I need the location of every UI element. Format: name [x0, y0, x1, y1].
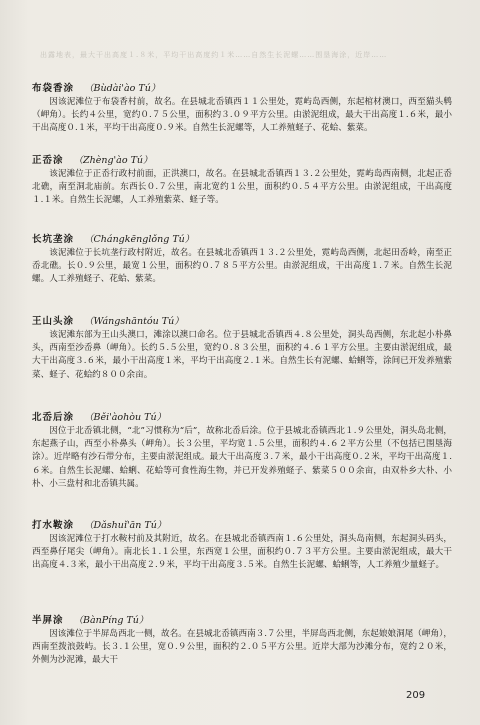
- entry-budaixiang-tu: [32, 82, 452, 136]
- entry-pinyin: （Dǎshuǐ'ān Tú）: [84, 520, 167, 531]
- entry-body: [32, 96, 452, 136]
- entry-wangshantou-tu: [32, 315, 452, 382]
- entry-text: 因该泥滩位于打水鞍村前及其附近，故名。在县城北岙镇西南１.６公里处，洞头岛南侧，东起洞头码头，西至鼻仔尾尖（岬角）。南北长１.１公里，东西宽１公里，面积约０.７３平方公里。主要由淤泥组成，最大干出高度４.３米，最小干出高度２.９米，平均干出高度３.５米。自然生长泥螺、蛤蜊等，人工养殖少量蛏子。: [32, 534, 452, 571]
- entry-heading: [32, 519, 452, 533]
- page-number: 209: [406, 690, 426, 701]
- entry-title: 北岙后涂: [32, 412, 75, 423]
- entry-pinyin: （Chángkēnglǒng Tú）: [84, 234, 195, 245]
- entry-heading: [32, 82, 452, 96]
- entry-title: 布袋香涂: [32, 83, 75, 94]
- entry-title: 打水鞍涂: [32, 520, 75, 531]
- entry-dashuian-tu: [32, 519, 452, 573]
- entry-pinyin: （Zhèng'ào Tú）: [73, 155, 153, 166]
- entry-title: 半屏涂: [32, 615, 64, 626]
- entry-title: 长坑垄涂: [32, 234, 75, 245]
- entry-text: 该泥滩东部为王山头澳口，滩涂以澳口命名。位于县城北岙镇西４.８公里处，洞头岛西侧，东北起小朴鼻头，西南至沙岙鼻（岬角）。长约５.５公里，宽约０.８３公里，面积约４.６１平方公里。主要由淤泥组成，最大干出高度３.６米，最小干出高度１米，平均干出高度２.１米。自然生长有泥螺、蛤蜊等，涂间已开发养殖紫菜、蛏子、花蛤约８００余亩。: [32, 330, 452, 380]
- entry-text: 因该泥滩位于布袋香村前，故名。在县城北岙镇西１１公里处，霓屿岛西侧，东起棺材澳口，西至猫头鹎（岬角）。长约４公里，宽约０.７５公里，面积约３.０９平方公里。由淤泥组成，最大干出高度１.６米，最小干出高度０.１米，平均干出高度０.９米。自然生长泥螺等，人工养殖蛏子、花蛤、紫菜。: [32, 97, 452, 134]
- entry-text: 因位于北岙镇北侧，“北”习惯称为“后”，故称北岙后涂。位于县城北岙镇西北１.９公里处，洞头岛北侧，东起燕子山，西至小朴鼻头（岬角）。长３公里，平均宽１.５公里，面积约４.６２平方公里（不包括已围垦海涂）。近岸略有沙石带分布，主要由淤泥组成。最大干出高度３.７米，最小干出高度０.２米，平均干出高度１.６米。自然生长泥螺、蛤蜊、花蛤等可食性海生物，并已开发养殖蛏子、紫菜５００余亩，由双朴乡大朴、小朴、小三盘村和北岙镇共属。: [32, 426, 452, 489]
- entry-body: [32, 425, 452, 491]
- entry-beiaohou-tu: [32, 411, 452, 491]
- entry-body: [32, 247, 452, 287]
- entry-pinyin: （Bùdài'ào Tú）: [84, 83, 161, 94]
- entry-heading: [32, 614, 452, 628]
- entry-pinyin: （Wángshāntóu Tú）: [84, 316, 184, 327]
- entry-body: [32, 628, 452, 668]
- entry-banping-tu: [32, 614, 452, 668]
- entry-pinyin: （BànPíng Tú）: [73, 615, 149, 626]
- entry-changkenglong-tu: [32, 233, 452, 287]
- entry-body: [32, 329, 452, 382]
- entry-heading: [32, 315, 452, 329]
- entry-pinyin: （Běi'àohòu Tú）: [84, 412, 167, 423]
- entry-title: 王山头涂: [32, 316, 75, 327]
- entry-heading: [32, 233, 452, 247]
- entry-text: 因该滩位于半屏岛西北一侧，故名。在县城北岙镇西南３.７公里，半屏岛西北侧，东起娘娘洞尾（岬角），西南至拨浪鼓屿。长３.１公里，宽０.９公里，面积约２.０５平方公里。近岸大部为沙滩分布，宽约２０米，外侧为沙泥滩，最大干: [32, 629, 452, 666]
- entry-text: 该泥滩位于长坑垄行政村附近，故名。在县城北岙镇西１３.２公里处，霓屿岛西侧，北起田岙岭，南至正岙北礁。长０.９公里，最宽１公里，面积约０.７８５平方公里。由淤泥组成，干出高度１.７米。自然生长泥螺。人工养殖蛏子、花蛤、紫菜。: [32, 248, 452, 285]
- entry-zhengao-tu: [32, 154, 452, 208]
- entry-heading: [32, 411, 452, 425]
- entry-heading: [32, 154, 452, 168]
- entry-body: [32, 168, 452, 208]
- entry-title: 正岙涂: [32, 155, 64, 166]
- entry-body: [32, 533, 452, 573]
- entry-text: 该泥滩位于正岙行政村前面，正洪澳口，故名。在县城北岙镇西１３.２公里处，霓屿岛西南侧，北起正岙北礁，南至洞北庙前。东西长０.７公里，南北宽约１公里，面积约０.５４平方公里。由淤泥组成，干出高度１.１米。自然生长泥螺，人工养殖紫菜、蛏子等。: [32, 169, 452, 206]
- bleed-through-text: 出露地表，最大干出高度１.８米，平均干出高度约１米……自然生长泥螺……围垦海涂，近岸……: [40, 51, 388, 59]
